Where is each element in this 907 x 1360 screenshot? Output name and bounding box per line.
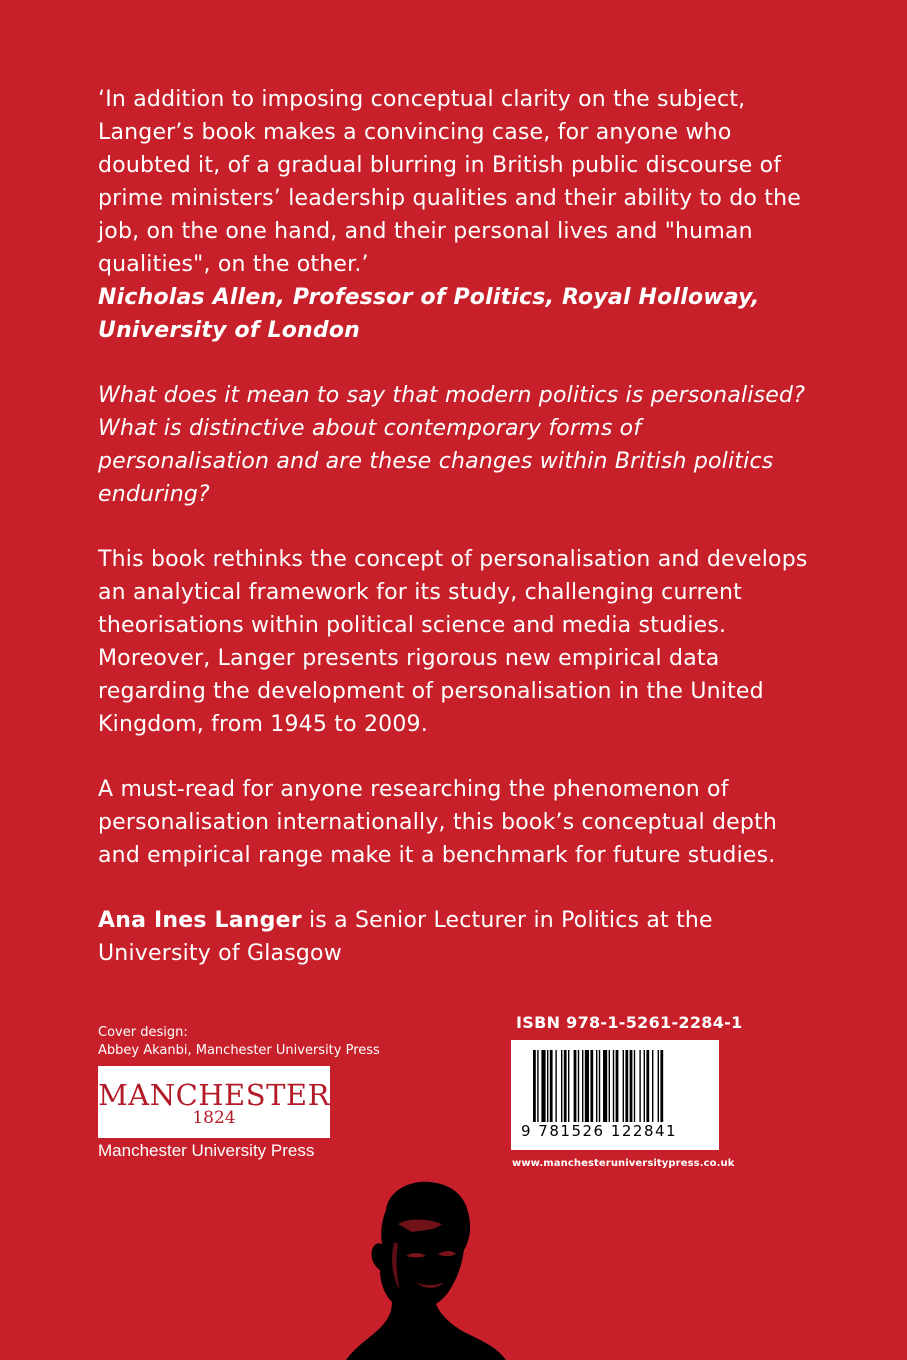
barcode-bar bbox=[582, 1050, 583, 1122]
barcode-bar bbox=[623, 1050, 624, 1122]
barcode-bar bbox=[639, 1050, 640, 1122]
cover-credit-label: Cover design: bbox=[98, 1025, 188, 1040]
quote-attribution: Nicholas Allen, Professor of Politics, Royal Holloway, University of London bbox=[98, 285, 760, 343]
cover-credit-designer: Abbey Akanbi, Manchester University Press bbox=[98, 1043, 380, 1058]
quote-text: ‘In addition to imposing conceptual clarity on the subject, Langer’s book makes a convincing case, for anyone who doubted it, of a gradual blurring in British public discourse of prime ministers’ leadership qualities and their ability to do the job, on the one hand, and their personal lives and "human qualities", on the other.’ bbox=[98, 87, 801, 277]
cover-credit bbox=[98, 1024, 380, 1060]
barcode-bar bbox=[599, 1050, 600, 1122]
barcode-bar bbox=[646, 1050, 649, 1122]
barcode-bar bbox=[578, 1050, 579, 1122]
barcode-bar bbox=[658, 1050, 659, 1122]
barcode-bar bbox=[585, 1050, 589, 1122]
barcode-bar bbox=[596, 1050, 597, 1122]
barcode-bar bbox=[644, 1050, 645, 1122]
barcode-bar bbox=[625, 1050, 628, 1122]
barcode-bar bbox=[533, 1050, 536, 1122]
publisher-website: www.manchesteruniversitypress.co.uk bbox=[512, 1158, 735, 1169]
barcode-bar bbox=[555, 1050, 556, 1122]
barcode-bar bbox=[568, 1050, 569, 1122]
barcode-bar bbox=[561, 1050, 562, 1122]
author-bio bbox=[98, 904, 818, 970]
intro-questions: What does it mean to say that modern politics is personalised? What is distinctive about contemporary forms of personalisation and are these changes within British politics enduring? bbox=[98, 383, 806, 507]
barcode-bar bbox=[547, 1050, 548, 1122]
barcode-bar bbox=[630, 1050, 633, 1122]
publisher-logo-text: MANCHESTER bbox=[98, 1078, 330, 1112]
barcode-bars bbox=[533, 1050, 709, 1122]
barcode-bar bbox=[574, 1050, 577, 1122]
barcode-bar bbox=[652, 1050, 653, 1122]
barcode-bar bbox=[590, 1050, 593, 1122]
publisher-logo bbox=[98, 1066, 330, 1138]
barcode-bar bbox=[564, 1050, 567, 1122]
barcode-bar bbox=[550, 1050, 553, 1122]
barcode-digits: 9 781526 122841 bbox=[521, 1122, 678, 1140]
review-quote bbox=[98, 83, 818, 347]
barcode-bar bbox=[616, 1050, 619, 1122]
barcode-bar bbox=[634, 1050, 635, 1122]
author-description: is a Senior Lecturer in Politics at the University of Glasgow bbox=[98, 908, 713, 966]
recommendation-text: A must-read for anyone researching the phenomenon of personalisation internationally, this book’s conceptual depth and empirical range make it a benchmark for future studies. bbox=[98, 777, 778, 868]
portrait-silhouette-icon bbox=[346, 1178, 506, 1360]
barcode-bar bbox=[609, 1050, 610, 1122]
barcode-bar bbox=[613, 1050, 614, 1122]
barcode-bar bbox=[541, 1050, 545, 1122]
barcode bbox=[511, 1040, 719, 1150]
barcode-bar bbox=[537, 1050, 538, 1122]
book-description: This book rethinks the concept of personalisation and develops an analytical framework for its study, challenging current theorisations within political science and media studies. Moreover, Langer presents rigorous new empirical data regarding the development of personalisation in the United Kingdom, from 1945 to 2009. bbox=[98, 547, 808, 737]
publisher-logo-year: 1824 bbox=[192, 1108, 236, 1128]
author-name: Ana Ines Langer bbox=[98, 908, 302, 933]
isbn-label: ISBN 978-1-5261-2284-1 bbox=[516, 1013, 743, 1032]
publisher-name: Manchester University Press bbox=[98, 1141, 315, 1160]
barcode-bar bbox=[603, 1050, 607, 1122]
barcode-bar bbox=[660, 1050, 663, 1122]
